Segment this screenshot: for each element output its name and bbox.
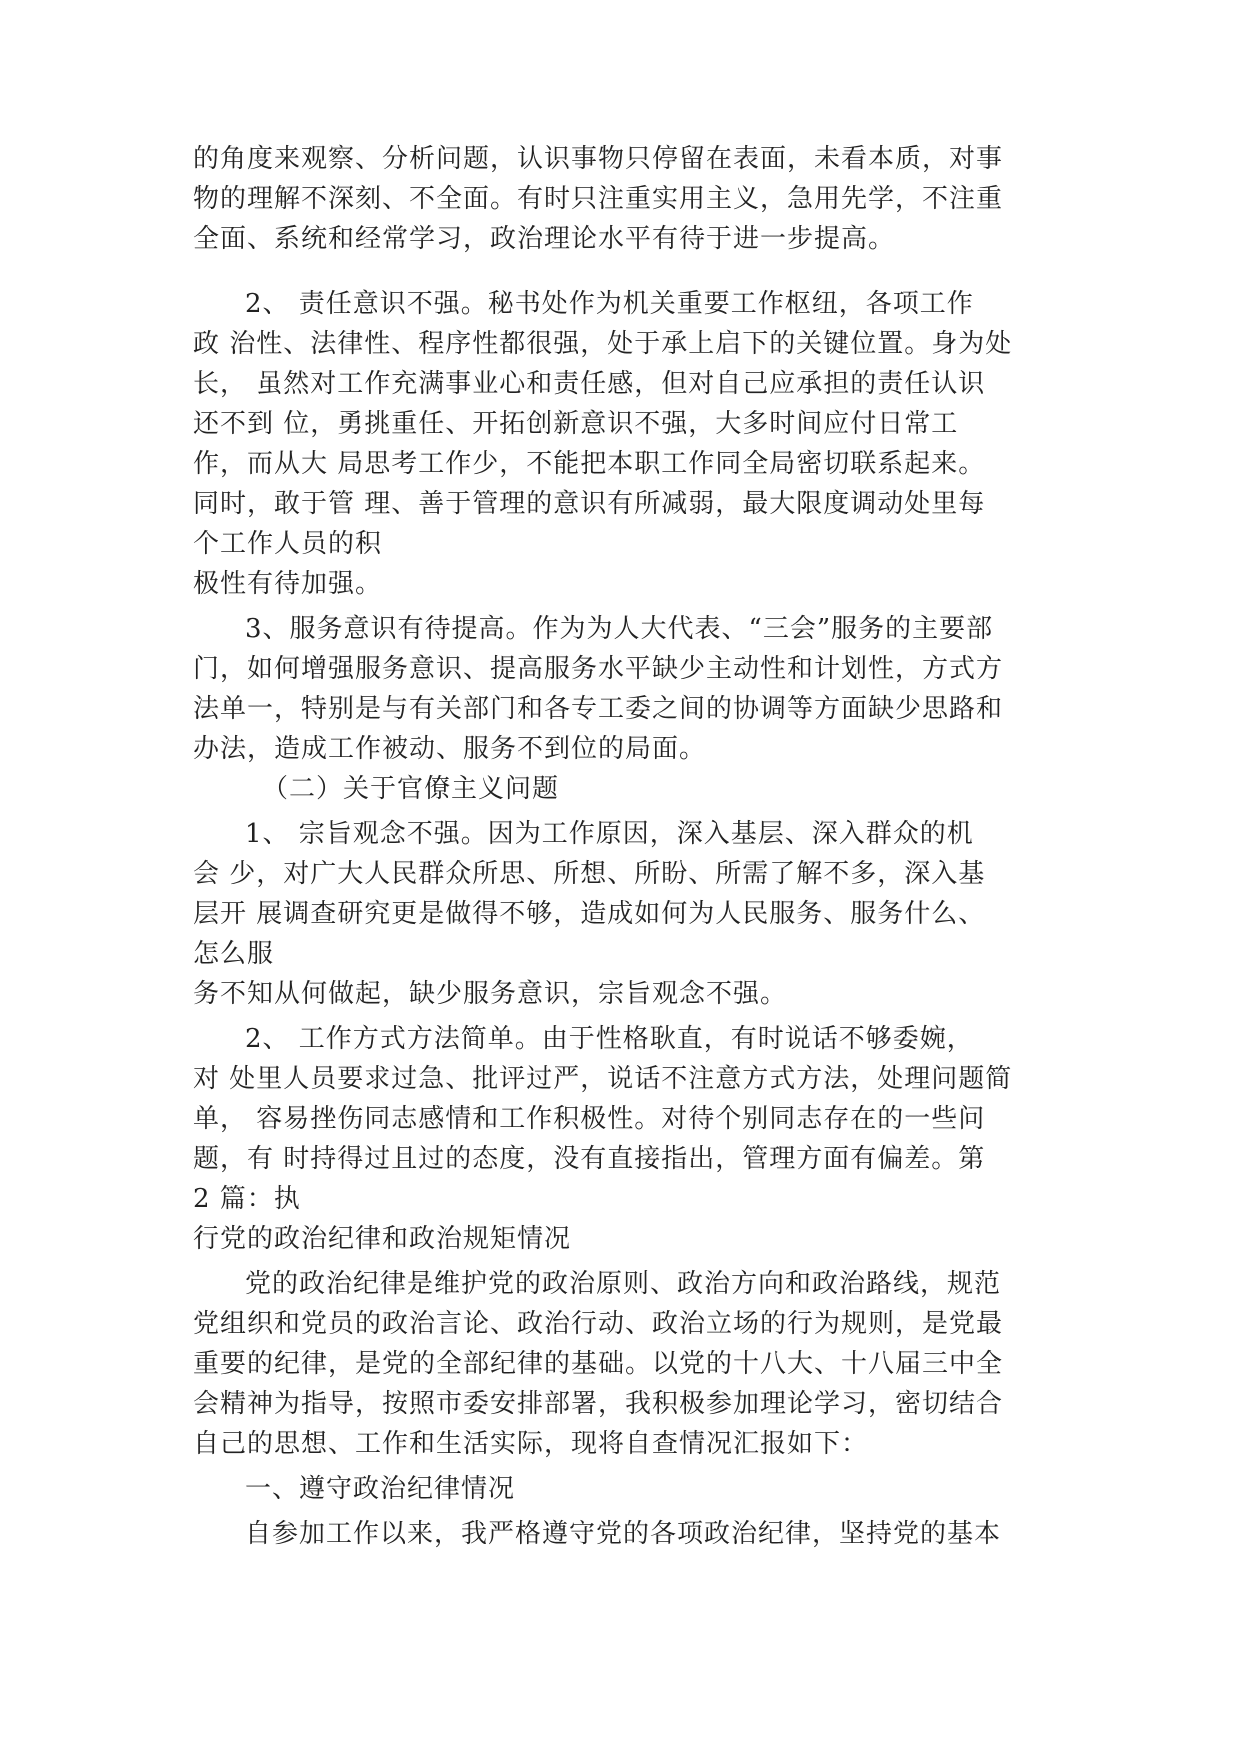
text-line: 自参加工作以来，我严格遵守党的各项政治纪律，坚持党的基本 bbox=[245, 1519, 1002, 1549]
section-heading: 一、遵守政治纪律情况 bbox=[245, 1474, 516, 1504]
text-line: 层开 展调查研究更是做得不够，造成如何为人民服务、服务什么、 bbox=[193, 899, 986, 929]
text-line: 作，而从大 局思考工作少，不能把本职工作同全局密切联系起来。 bbox=[193, 449, 986, 479]
text-line: 题，有 时持得过且过的态度，没有直接指出，管理方面有偏差。第 bbox=[193, 1144, 986, 1174]
text-line: 自己的思想、工作和生活实际，现将自查情况汇报如下： bbox=[193, 1429, 869, 1459]
text-line: 全面、系统和经常学习，政治理论水平有待于进一步提高。 bbox=[193, 224, 896, 254]
text-line: 办法，造成工作被动、服务不到位的局面。 bbox=[193, 734, 707, 764]
text-line: 还不到 位，勇挑重任、开拓创新意识不强，大多时间应付日常工 bbox=[193, 409, 959, 439]
text-line: 对 处里人员要求过急、批评过严，说话不注意方式方法，处理问题简 bbox=[193, 1064, 1013, 1094]
text-line: 的角度来观察、分析问题，认识事物只停留在表面，未看本质，对事 bbox=[193, 144, 1004, 174]
text-line: 1、 宗旨观念不强。因为工作原因，深入基层、深入群众的机 bbox=[245, 819, 974, 849]
section-heading: 行党的政治纪律和政治规矩情况 bbox=[193, 1224, 572, 1254]
text-line: 党组织和党员的政治言论、政治行动、政治立场的行为规则，是党最 bbox=[193, 1309, 1004, 1339]
text-line: 物的理解不深刻、不全面。有时只注重实用主义，急用先学，不注重 bbox=[193, 184, 1004, 214]
text-line: 个工作人员的积 bbox=[193, 529, 383, 559]
section-heading: （二）关于官僚主义问题 bbox=[262, 774, 560, 804]
text-line: 同时，敢于管 理、善于管理的意识有所减弱，最大限度调动处里每 bbox=[193, 489, 986, 519]
text-line: 会 少，对广大人民群众所思、所想、所盼、所需了解不多，深入基 bbox=[193, 859, 986, 889]
text-line: 2、 工作方式方法简单。由于性格耿直，有时说话不够委婉， bbox=[245, 1024, 974, 1054]
text-line: 会精神为指导，按照市委安排部署，我积极参加理论学习，密切结合 bbox=[193, 1389, 1004, 1419]
text-line: 门，如何增强服务意识、提高服务水平缺少主动性和计划性，方式方 bbox=[193, 654, 1004, 684]
text-line: 法单一，特别是与有关部门和各专工委之间的协调等方面缺少思路和 bbox=[193, 694, 1004, 724]
text-line: 2 篇：执 bbox=[193, 1184, 301, 1214]
text-line: 政 治性、法律性、程序性都很强，处于承上启下的关键位置。身为处 bbox=[193, 329, 1013, 359]
text-line: 长， 虽然对工作充满事业心和责任感，但对自己应承担的责任认识 bbox=[193, 369, 986, 399]
text-line: 务不知从何做起，缺少服务意识，宗旨观念不强。 bbox=[193, 979, 788, 1009]
text-line: 重要的纪律，是党的全部纪律的基础。以党的十八大、十八届三中全 bbox=[193, 1349, 1004, 1379]
text-line: 党的政治纪律是维护党的政治原则、政治方向和政治路线，规范 bbox=[245, 1269, 1002, 1299]
text-line: 单， 容易挫伤同志感情和工作积极性。对待个别同志存在的一些问 bbox=[193, 1104, 986, 1134]
text-line: 3、服务意识有待提高。作为为人大代表、“三会”服务的主要部 bbox=[245, 614, 994, 644]
text-line: 怎么服 bbox=[193, 939, 275, 969]
text-line: 极性有待加强。 bbox=[193, 569, 383, 599]
text-line: 2、 责任意识不强。秘书处作为机关重要工作枢纽，各项工作 bbox=[245, 289, 974, 319]
